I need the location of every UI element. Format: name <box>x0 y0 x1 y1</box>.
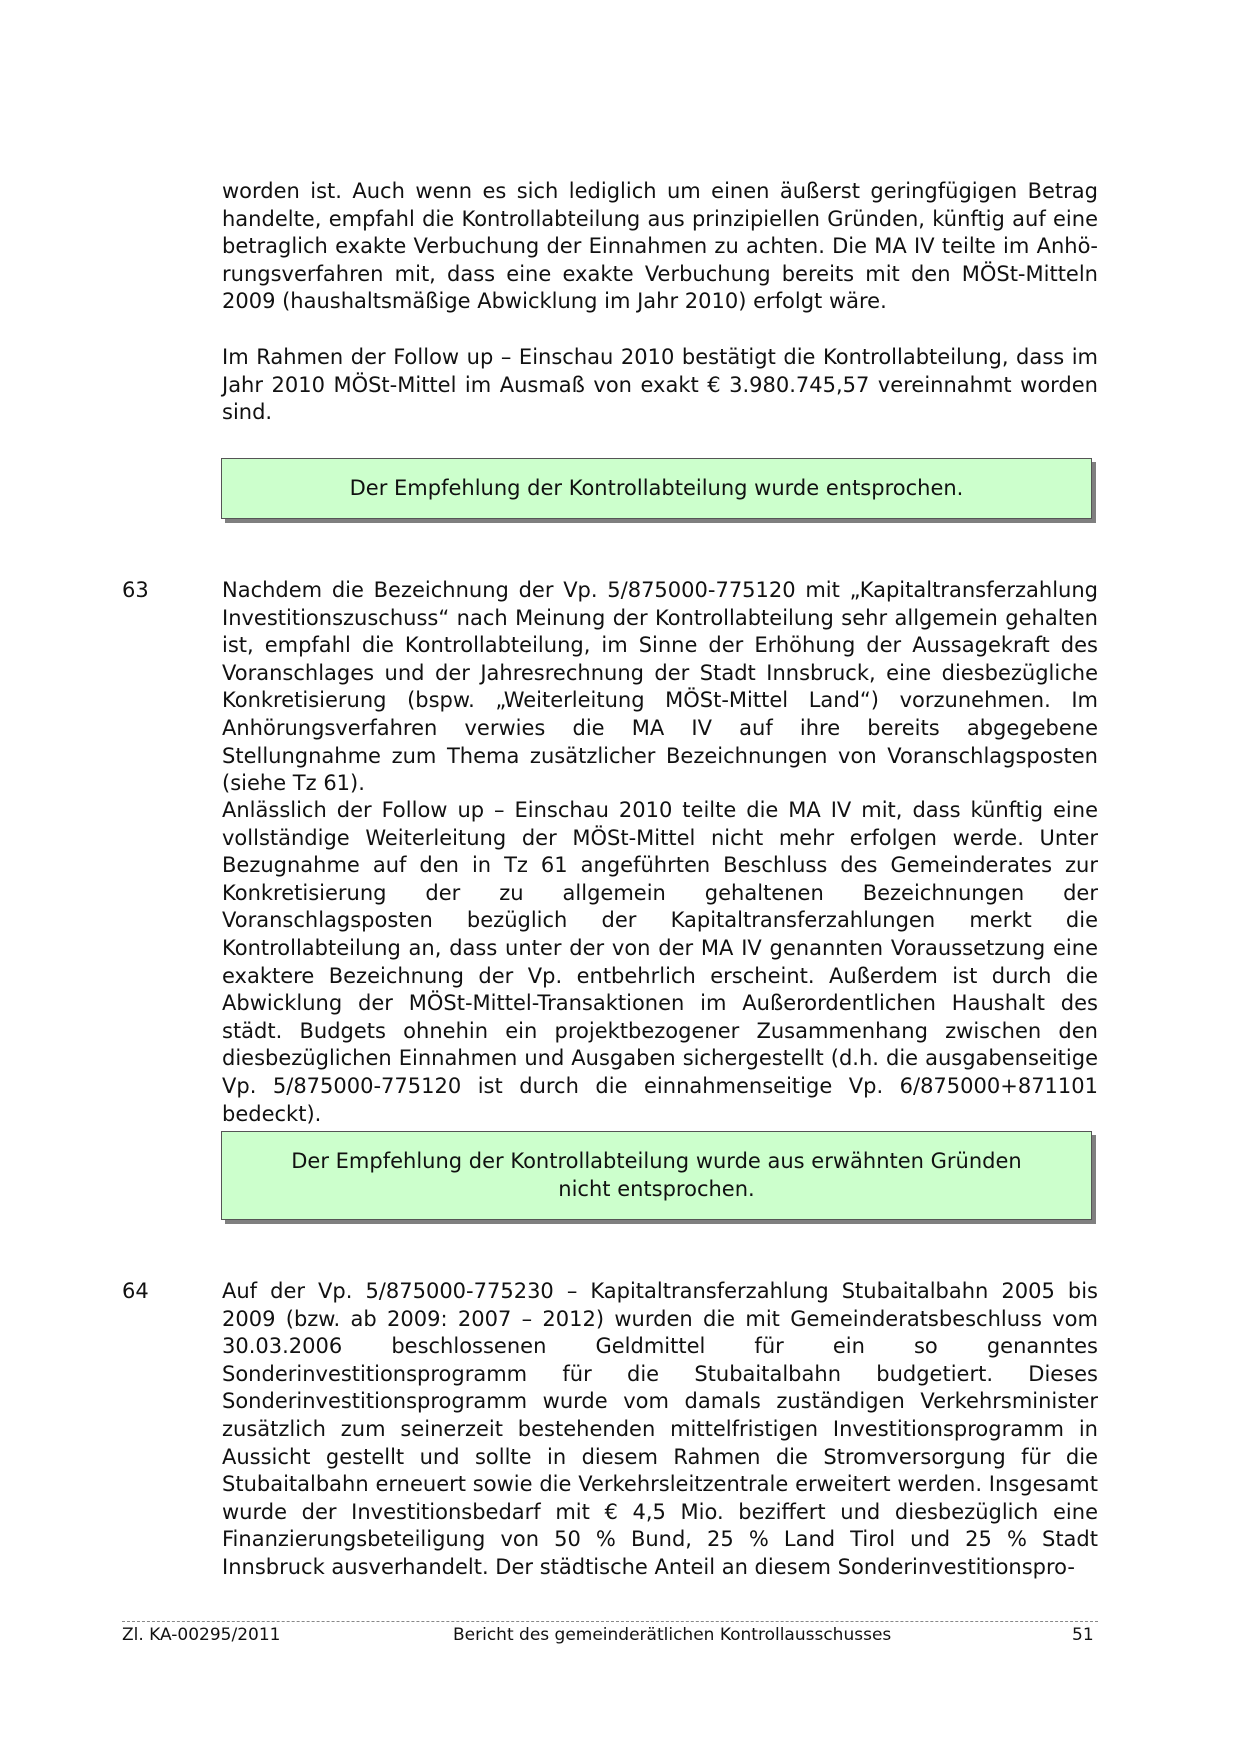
result-box-2 <box>221 1131 1092 1220</box>
footer-divider <box>122 1621 1098 1622</box>
result-box-2-line1: Der Empfehlung der Kontrollabteilung wurde aus erwähnten Gründen <box>291 1148 1022 1173</box>
tz-number-64: 64 <box>122 1279 149 1303</box>
footer-reference: Zl. KA-00295/2011 <box>122 1625 281 1645</box>
footer-title: Bericht des gemeinderätlichen Kontrollausschusses <box>453 1625 892 1645</box>
paragraph-tz63: Nachdem die Bezeichnung der Vp. 5/875000-775120 mit „Kapitaltransferzahlung Investitionszuschuss“ nach Meinung der Kontrollabteilung sehr allgemein gehalten ist, empfahl die Kontrollabteilung, im Sinne der Erhöhung der Aussagekraft des Voranschlages und der Jahresrechnung der Stadt Innsbruck, eine diesbezügliche Konkretisierung (bspw. „Weiterleitung MÖSt-Mittel Land“) vorzunehmen. Im Anhörungsverfahren verwies die MA IV auf ihre bereits abgegebene Stellungnahme zum Thema zusätzlicher Bezeichnungen von Voranschlagsposten (siehe Tz 61). <box>222 578 1098 796</box>
result-box-1 <box>221 458 1092 519</box>
result-box-2-line2: nicht entsprochen. <box>558 1176 755 1201</box>
result-box-1-text: Der Empfehlung der Kontrollabteilung wurde entsprochen. <box>349 475 964 500</box>
paragraph-intro: worden ist. Auch wenn es sich lediglich um einen äußerst geringfügigen Betrag handelte, empfahl die Kontrollabteilung aus prinzipiellen Gründen, künftig auf eine betraglich exakte Verbuchung der Einnahmen zu achten. Die MA IV teilte im Anhörungsverfahren mit, dass eine exakte Verbuchung bereits mit den MÖSt-Mitteln 2009 (haushaltsmäßige Abwicklung im Jahr 2010) erfolgt wäre. <box>222 179 1098 314</box>
footer-page-number: 51 <box>1072 1625 1094 1645</box>
paragraph-follow-up-2: Anlässlich der Follow up – Einschau 2010 teilte die MA IV mit, dass künftig eine vollständige Weiterleitung der MÖSt-Mittel nicht mehr erfolgen werde. Unter Bezugnahme auf den in Tz 61 angeführten Beschluss des Gemeinderates zur Konkretisierung der zu allgemein gehaltenen Bezeichnungen der Voranschlagsposten bezüglich der Kapitaltransferzahlungen merkt die Kontrollabteilung an, dass unter der von der MA IV genannten Voraussetzung eine exaktere Bezeichnung der Vp. entbehrlich erscheint. Außerdem ist durch die Abwicklung der MÖSt-Mittel-Transaktionen im Außerordentlichen Haushalt des städt. Budgets ohnehin ein projektbezogener Zusammenhang zwischen den diesbezüglichen Einnahmen und Ausgaben sichergestellt (d.h. die ausgabenseitige Vp. 5/875000-775120 ist durch die einnahmenseitige Vp. 6/875000+871101 bedeckt). <box>222 798 1098 1126</box>
tz-number-63: 63 <box>122 578 149 602</box>
paragraph-tz64: Auf der Vp. 5/875000-775230 – Kapitaltransferzahlung Stubaitalbahn 2005 bis 2009 (bzw. ab 2009: 2007 – 2012) wurden die mit Gemeinderatsbeschluss vom 30.03.2006 beschlossenen Geldmittel für ein so genanntes Sonderinvestitionsprogramm für die Stubaitalbahn budgetiert. Dieses Sonderinvestitionsprogramm wurde vom damals zuständigen Verkehrsminister zusätzlich zum seinerzeit bestehenden mittelfristigen Investitionsprogramm in Aussicht gestellt und sollte in diesem Rahmen die Stromversorgung für die Stubaitalbahn erneuert sowie die Verkehrsleitzentrale erweitert werden. Insgesamt wurde der Investitionsbedarf mit € 4,5 Mio. beziffert und diesbezüglich eine Finanzierungsbeteiligung von 50 % Bund, 25 % Land Tirol und 25 % Stadt Innsbruck ausverhandelt. Der städtische Anteil an diesem Sonderinvestitionspro- <box>222 1279 1098 1579</box>
paragraph-follow-up-1: Im Rahmen der Follow up – Einschau 2010 bestätigt die Kontrollabteilung, dass im Jahr 2010 MÖSt-Mittel im Ausmaß von exakt € 3.980.745,57 vereinnahmt worden sind. <box>222 345 1098 425</box>
